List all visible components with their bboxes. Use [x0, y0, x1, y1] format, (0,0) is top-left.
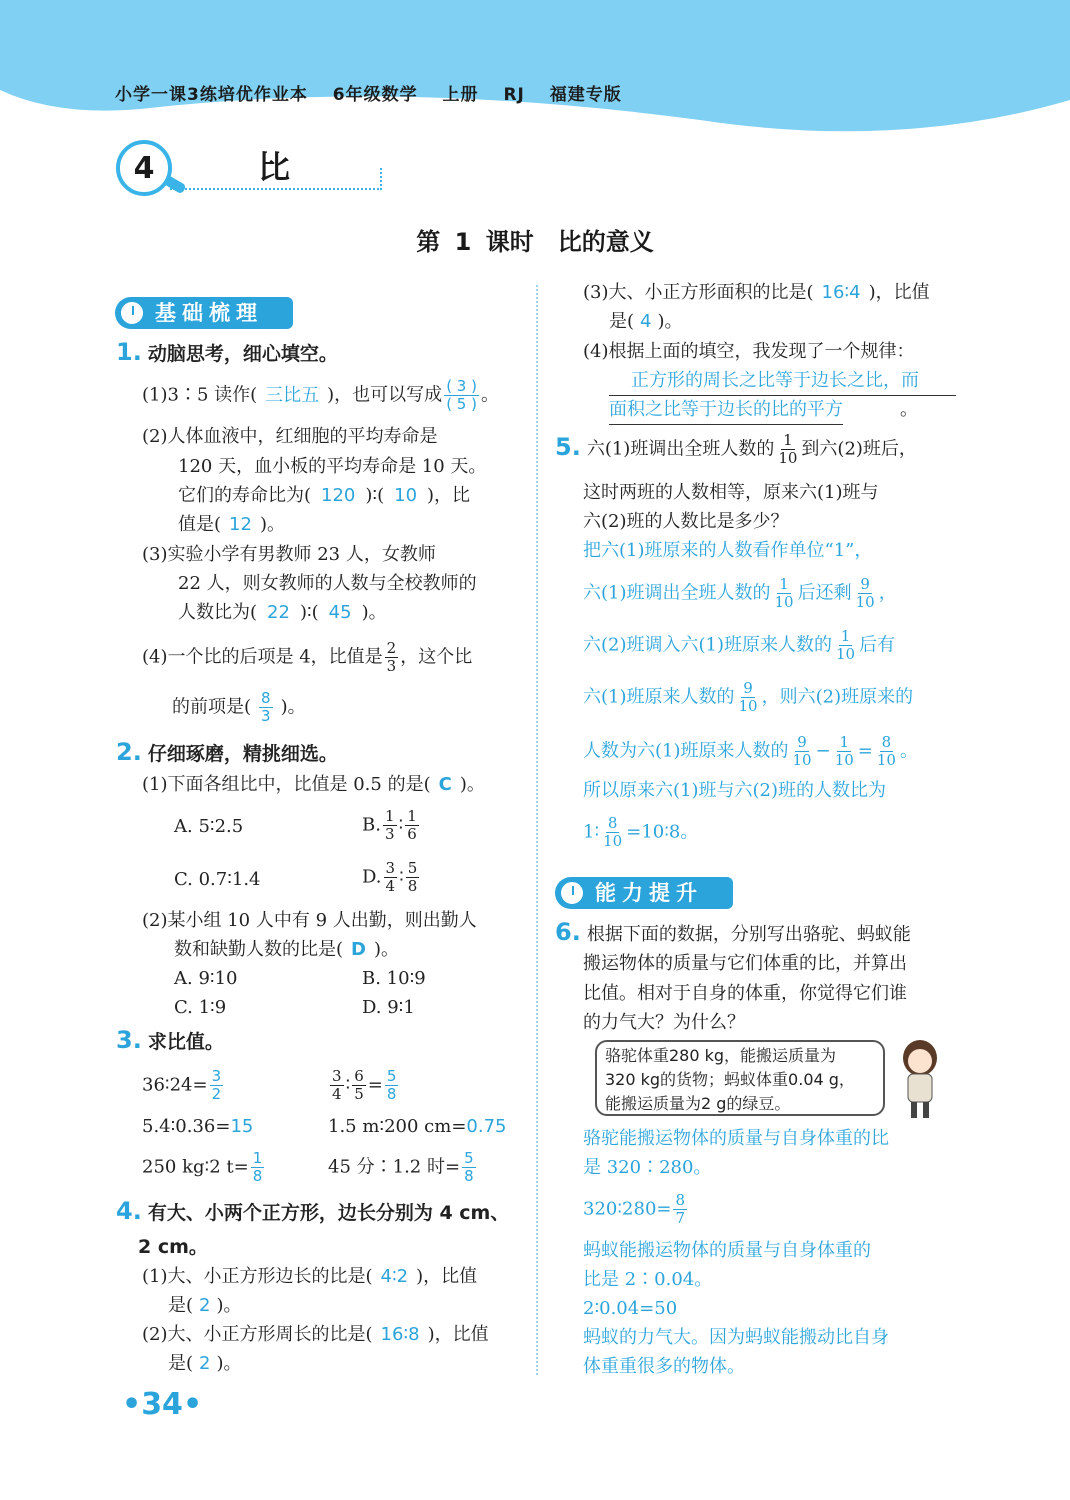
answer: C: [438, 774, 452, 795]
q6-line3: 比值。相对于自身的体重，你觉得它们谁: [583, 983, 907, 1004]
q1-part2-line2: 120 天，血小板的平均寿命是 10 天。: [178, 456, 487, 477]
q6-ans3: 320∶280= $\frac{8}{7}$: [583, 1191, 686, 1227]
q5-number: 5.: [555, 432, 581, 461]
answer: 2: [199, 1295, 211, 1316]
q2-part2-line2: 数和缺勤人数的比是( D )。: [174, 939, 400, 960]
q4-number: 4.: [116, 1197, 142, 1225]
q5-sol1: 把六(1)班原来的人数看作单位“1”，: [583, 540, 873, 561]
q2-option-c: C. 1∶9: [174, 997, 227, 1018]
unit-number-badge: [116, 140, 172, 196]
q1-part2-line1: (2)人体血液中，红细胞的平均寿命是: [142, 426, 438, 447]
alarm-clock-icon: [119, 300, 145, 326]
section-advanced-label: 能力提升: [595, 881, 703, 905]
q5-sol2: 六(1)班调出全班人数的 $\frac{1}{10}$ 后还剩 $\frac{9}{10}$ ，: [583, 575, 897, 611]
answer: D: [351, 939, 366, 960]
book-info: [115, 80, 640, 105]
q4-rule-line1: 正方形的周长之比等于边长之比，而: [609, 366, 956, 396]
q1-part2-line4: 值是( 12 )。: [178, 514, 285, 535]
answer: 三比五: [265, 384, 320, 406]
option-b: B. $\frac{1}{3}$ ∶ $\frac{1}{6}$: [362, 807, 417, 843]
answer: 16∶4: [821, 282, 861, 303]
q5-line1: 5. 六(1)班调出全班人数的 $\frac{1}{10}$ 到六(2)班后，: [555, 431, 917, 467]
edition: RJ: [503, 85, 525, 105]
q5-line3: 六(2)班的人数比是多少？: [583, 511, 789, 532]
q2-option-d: D. 9∶1: [362, 997, 415, 1018]
volume: 上册: [442, 85, 479, 105]
q2-option-a: A. 9∶10: [174, 968, 238, 989]
answer: 4: [640, 311, 652, 332]
q5-sol3: 六(2)班调入六(1)班原来人数的 $\frac{1}{10}$ 后有: [583, 627, 896, 663]
q6-line4: 的力气大？为什么？: [583, 1012, 745, 1033]
q2-number: 2.: [116, 738, 142, 766]
q3-item6: 45 分∶1.2 时= $\frac{5}{8}$: [328, 1149, 474, 1185]
lesson-title: 第 1 课时 比的意义: [416, 228, 654, 256]
q4-part1-line2: 是( 2 )。: [168, 1295, 242, 1316]
q3-heading: [116, 1026, 224, 1054]
answer: 22: [267, 602, 290, 623]
q3-number: 3.: [116, 1026, 142, 1054]
q2-part2-line1: (2)某小组 10 人中有 9 人出勤，则出勤人: [142, 910, 477, 931]
unit-title: 比: [258, 148, 291, 186]
option-a: A. 5∶2.5: [174, 816, 244, 837]
q4-rule-end: 。: [900, 399, 918, 420]
answer: 2: [199, 1353, 211, 1374]
q4-heading: [116, 1197, 509, 1225]
answer-fraction: $\frac{8}{3}$: [261, 689, 271, 725]
answer: 16∶8: [380, 1324, 420, 1345]
q3-title: 求比值。: [147, 1031, 224, 1053]
girl-illustration: [892, 1036, 948, 1122]
q2-option-b: B. 10∶9: [362, 968, 426, 989]
answer: 45: [328, 602, 352, 623]
q4-title-line2: 2 cm。: [138, 1236, 208, 1258]
bubble-line1: 骆驼体重280 kg，能搬运质量为: [605, 1046, 837, 1065]
answer: 0.75: [466, 1116, 507, 1137]
q3-item5: 250 kg∶2 t= $\frac{1}{8}$: [142, 1149, 263, 1185]
q1-part3-line2: 22 人，则女教师的人数与全校教师的: [178, 573, 477, 594]
q1-part4-line2: 的前项是( $\frac{8}{3}$ )。: [172, 689, 306, 725]
q6-ans2: 是 320∶280。: [583, 1157, 712, 1178]
header-banner: [0, 0, 1070, 150]
q4-part1: (1)大、小正方形边长的比是( 4∶2 )，比值: [142, 1266, 478, 1287]
answer: 120: [321, 485, 356, 506]
q4-title: 有大、小两个正方形，边长分别为 4 cm、: [147, 1202, 510, 1224]
q1-number: 1.: [116, 338, 142, 366]
q4-part2-line2: 是( 2 )。: [168, 1353, 242, 1374]
q3-item1: 36∶24= $\frac{3}{2}$: [142, 1067, 222, 1103]
page-number: •34•: [122, 1387, 203, 1422]
series-name: 小学一课3练培优作业本: [115, 85, 308, 105]
q1-title: 动脑思考，细心填空。: [147, 343, 338, 365]
q6-ans7: 蚂蚁的力气大。因为蚂蚁能搬动比自身: [583, 1327, 889, 1348]
q1-part3-line1: (3)实验小学有男教师 23 人，女教师: [142, 544, 436, 565]
q3-item4: 1.5 m∶200 cm=0.75: [328, 1116, 507, 1137]
q4-part4: (4)根据上面的填空，我发现了一个规律：: [583, 341, 915, 362]
q3-item2: $\frac{3}{4}$ ∶ $\frac{6}{5}$ = $\frac{5}{8}$: [332, 1067, 397, 1103]
q1-part4-line1: (4)一个比的后项是 4，比值是 $\frac{2}{3}$ ，这个比: [142, 639, 473, 675]
speech-bubble: [595, 1040, 885, 1116]
section-basic-label: 基础梳理: [155, 301, 263, 325]
fraction: $\frac{2}{3}$: [386, 639, 397, 675]
q5-sol5: 人数为六(1)班原来人数的 $\frac{9}{10}$ − $\frac{1}{10}$ = $\frac{8}{10}$ 。: [583, 733, 918, 769]
bubble-line3: 能搬运质量为2 g的绿豆。: [605, 1094, 791, 1113]
grade-subject: 6年级数学: [332, 85, 418, 105]
option-d: D. $\frac{3}{4}$ ∶ $\frac{5}{8}$: [362, 859, 418, 895]
region: 福建专版: [549, 85, 622, 105]
q2-heading: [116, 738, 338, 766]
q1-heading: [116, 338, 338, 366]
option-c: C. 0.7∶1.4: [174, 869, 261, 890]
q6-ans4: 蚂蚁能搬运物体的质量与自身体重的: [583, 1240, 871, 1261]
answer: 4∶2: [380, 1266, 409, 1287]
column-divider: [536, 285, 538, 1375]
q6-ans8: 体重重很多的物体。: [583, 1356, 745, 1377]
unit-number: 4: [133, 150, 155, 186]
q2-title: 仔细琢磨，精挑细选。: [147, 743, 338, 765]
q6-ans5: 比是 2∶0.04。: [583, 1269, 713, 1290]
section-basic: [115, 297, 293, 329]
q4-part2: (2)大、小正方形周长的比是( 16∶8 )，比值: [142, 1324, 489, 1345]
q4-rule-line2: 面积之比等于边长的比的平方: [609, 395, 843, 425]
bubble-line2: 320 kg的货物；蚂蚁体重0.04 g，: [605, 1070, 855, 1089]
q3-item3: 5.4∶0.36=15: [142, 1116, 254, 1137]
q5-line2: 这时两班的人数相等，原来六(1)班与: [583, 482, 879, 503]
q5-sol7: 1∶ $\frac{8}{10}$ =10∶8。: [583, 814, 699, 850]
alarm-clock-icon: [559, 880, 585, 906]
answer: 10: [394, 485, 418, 506]
section-advanced: [555, 877, 733, 909]
q1-part1: (1)3∶5 读作( 三比五 )，也可以写成 $\frac{( 3 )}{( 5 )}$ 。: [142, 377, 499, 413]
q6-line2: 搬运物体的质量与它们体重的比，并算出: [583, 953, 907, 974]
q6-ans1: 骆驼能搬运物体的质量与自身体重的比: [583, 1128, 889, 1149]
q4-part3-line2: 是( 4 )。: [609, 311, 683, 332]
q1-part2-line3: 它们的寿命比为( 120 )∶( 10 )，比: [178, 485, 471, 506]
q1-part3-line3: 人数比为( 22 )∶( 45 )。: [178, 602, 387, 623]
q2-part1: (1)下面各组比中，比值是 0.5 的是( C )。: [142, 774, 485, 795]
q6-number: 6.: [555, 918, 581, 946]
answer: 15: [230, 1116, 254, 1137]
q5-sol6: 所以原来六(1)班与六(2)班的人数比为: [583, 780, 886, 801]
q4-part3: (3)大、小正方形面积的比是( 16∶4 )，比值: [583, 282, 930, 303]
q5-sol4: 六(1)班原来人数的 $\frac{9}{10}$ ，则六(2)班原来的: [583, 679, 914, 715]
answer-fraction: $\frac{( 3 )}{( 5 )}$: [446, 377, 477, 413]
q6-ans6: 2∶0.04=50: [583, 1298, 678, 1319]
q6-line1: 6. 根据下面的数据，分别写出骆驼、蚂蚁能: [555, 918, 911, 946]
answer: 12: [229, 514, 252, 535]
